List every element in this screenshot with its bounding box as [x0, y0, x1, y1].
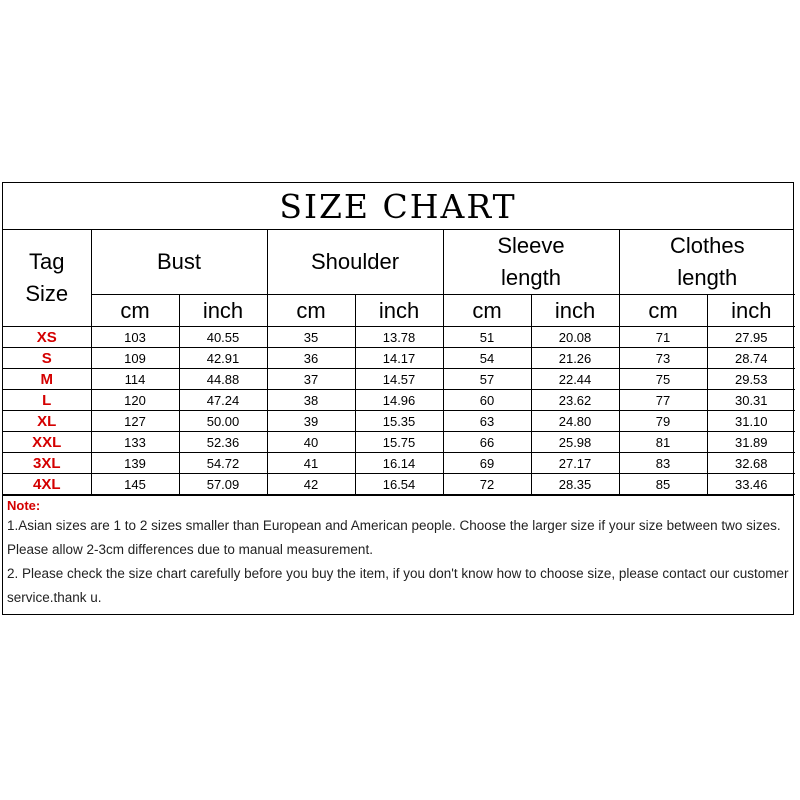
table-row [3, 390, 795, 411]
table-cell: 66 [443, 432, 531, 453]
table-row [3, 432, 795, 453]
table-cell: 109 [91, 348, 179, 369]
table-cell: 44.88 [179, 369, 267, 390]
table-cell: 33.46 [707, 474, 795, 495]
table-row [3, 411, 795, 432]
table-cell: 42 [267, 474, 355, 495]
table-cell: 15.35 [355, 411, 443, 432]
header-bust: Bust [91, 230, 267, 295]
table-cell: 69 [443, 453, 531, 474]
table-row [3, 348, 795, 369]
size-label: XS [3, 327, 91, 348]
table-cell: 31.10 [707, 411, 795, 432]
table-cell: 20.08 [531, 327, 619, 348]
table-cell: 114 [91, 369, 179, 390]
table-cell: 133 [91, 432, 179, 453]
unit-header: cm [91, 295, 179, 327]
table-cell: 40 [267, 432, 355, 453]
size-table [3, 230, 795, 495]
table-cell: 29.53 [707, 369, 795, 390]
table-cell: 103 [91, 327, 179, 348]
table-cell: 27.95 [707, 327, 795, 348]
table-cell: 21.26 [531, 348, 619, 369]
table-cell: 75 [619, 369, 707, 390]
table-cell: 38 [267, 390, 355, 411]
table-cell: 37 [267, 369, 355, 390]
table-cell: 16.54 [355, 474, 443, 495]
chart-title: SIZE CHART [3, 183, 793, 230]
header-tag-size [3, 230, 91, 327]
table-cell: 63 [443, 411, 531, 432]
table-cell: 13.78 [355, 327, 443, 348]
table-cell: 50.00 [179, 411, 267, 432]
table-cell: 47.24 [179, 390, 267, 411]
header-sleeve-length [443, 230, 619, 295]
table-cell: 24.80 [531, 411, 619, 432]
unit-header: inch [707, 295, 795, 327]
table-cell: 14.57 [355, 369, 443, 390]
header-clothes-line1: Clothes [669, 233, 745, 258]
table-cell: 127 [91, 411, 179, 432]
size-chart [2, 182, 794, 615]
table-cell: 72 [443, 474, 531, 495]
table-cell: 73 [619, 348, 707, 369]
size-label: 4XL [3, 474, 91, 495]
table-cell: 28.35 [531, 474, 619, 495]
header-sleeve-line2: length [501, 265, 561, 290]
table-cell: 52.36 [179, 432, 267, 453]
note-line-2: 2. Please check the size chart carefully before you buy the item, if you don't know how to choose size, please contact our customer service.thank u. [7, 566, 789, 605]
table-row [3, 327, 795, 348]
table-cell: 23.62 [531, 390, 619, 411]
unit-header: cm [443, 295, 531, 327]
table-cell: 30.31 [707, 390, 795, 411]
note-label: Note: [7, 498, 41, 513]
size-label: S [3, 348, 91, 369]
size-label: 3XL [3, 453, 91, 474]
table-cell: 85 [619, 474, 707, 495]
table-cell: 39 [267, 411, 355, 432]
header-shoulder: Shoulder [267, 230, 443, 295]
table-cell: 14.17 [355, 348, 443, 369]
table-cell: 79 [619, 411, 707, 432]
unit-header: cm [267, 295, 355, 327]
size-label: XL [3, 411, 91, 432]
header-row-main [3, 230, 795, 295]
table-cell: 25.98 [531, 432, 619, 453]
header-tag-line1: Tag [29, 249, 65, 274]
table-cell: 16.14 [355, 453, 443, 474]
unit-header: inch [531, 295, 619, 327]
table-row [3, 453, 795, 474]
table-cell: 42.91 [179, 348, 267, 369]
table-cell: 22.44 [531, 369, 619, 390]
table-cell: 139 [91, 453, 179, 474]
unit-header: inch [355, 295, 443, 327]
table-cell: 15.75 [355, 432, 443, 453]
table-cell: 71 [619, 327, 707, 348]
header-clothes-length [619, 230, 795, 295]
table-cell: 120 [91, 390, 179, 411]
table-cell: 40.55 [179, 327, 267, 348]
table-cell: 83 [619, 453, 707, 474]
table-cell: 54.72 [179, 453, 267, 474]
notes-section [3, 495, 793, 614]
size-rows [3, 327, 795, 495]
table-cell: 36 [267, 348, 355, 369]
table-cell: 28.74 [707, 348, 795, 369]
table-cell: 32.68 [707, 453, 795, 474]
header-row-units [3, 295, 795, 327]
size-label: M [3, 369, 91, 390]
unit-header: inch [179, 295, 267, 327]
table-cell: 60 [443, 390, 531, 411]
unit-header: cm [619, 295, 707, 327]
table-cell: 41 [267, 453, 355, 474]
table-cell: 54 [443, 348, 531, 369]
size-label: XXL [3, 432, 91, 453]
table-cell: 77 [619, 390, 707, 411]
table-cell: 145 [91, 474, 179, 495]
header-sleeve-line1: Sleeve [497, 233, 565, 258]
header-clothes-line2: length [677, 265, 738, 290]
size-label: L [3, 390, 91, 411]
table-cell: 57 [443, 369, 531, 390]
table-cell: 57.09 [179, 474, 267, 495]
header-tag-line2: Size [25, 281, 69, 306]
table-cell: 51 [443, 327, 531, 348]
table-row [3, 369, 795, 390]
table-row [3, 474, 795, 495]
note-line-1: 1.Asian sizes are 1 to 2 sizes smaller than European and American people. Choose the larger size if your size between two sizes. Please allow 2-3cm differences due to manual measurement. [7, 518, 781, 557]
table-cell: 31.89 [707, 432, 795, 453]
table-cell: 27.17 [531, 453, 619, 474]
table-cell: 81 [619, 432, 707, 453]
table-cell: 14.96 [355, 390, 443, 411]
table-cell: 35 [267, 327, 355, 348]
